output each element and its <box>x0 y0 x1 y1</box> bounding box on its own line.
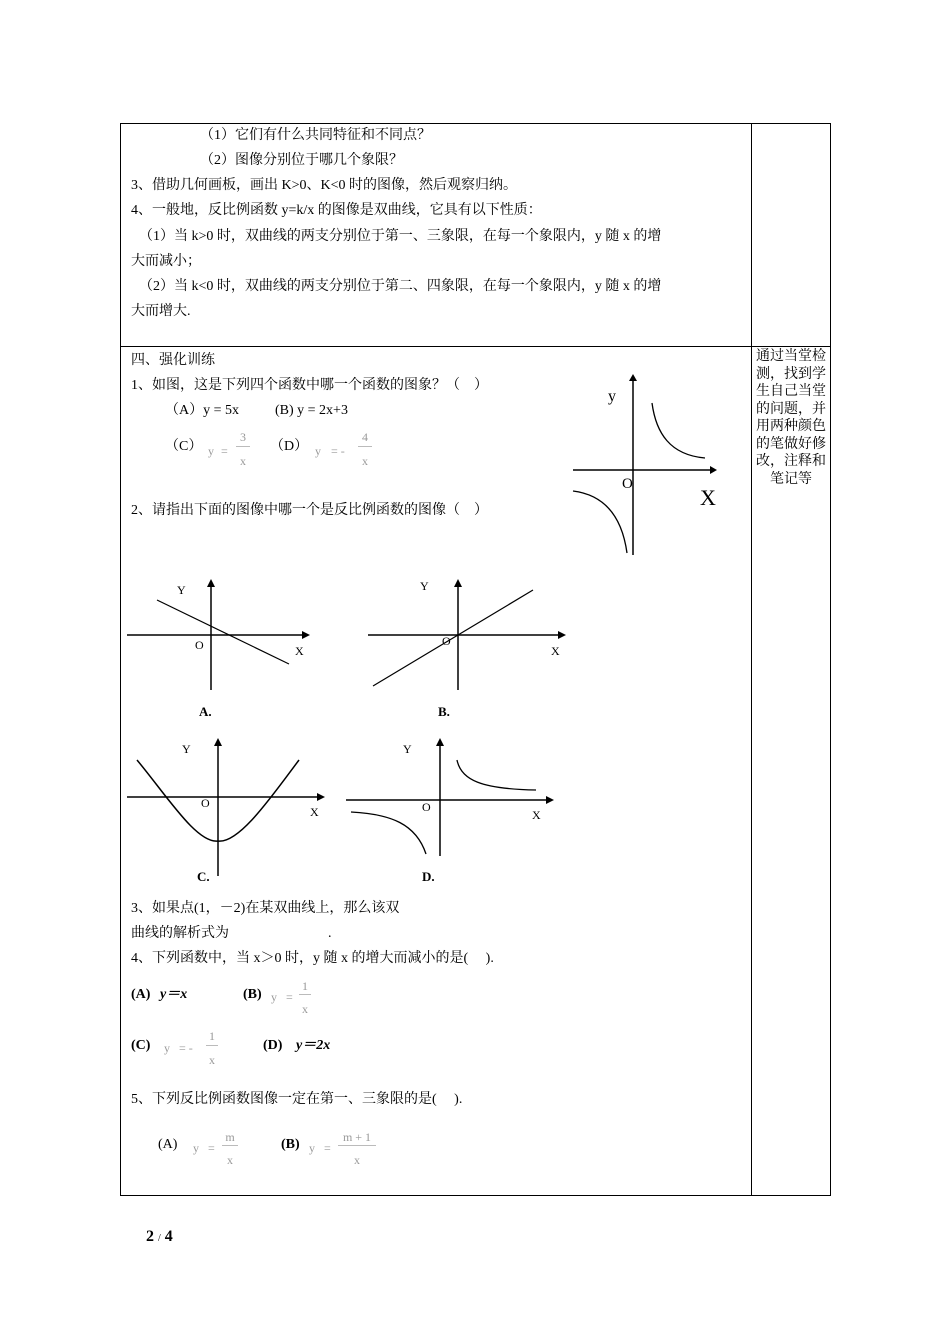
table-column-divider <box>751 123 752 1196</box>
property-2-line-1: （2）当 k<0 时，双曲线的两支分别位于第二、四象限，在每一个象限内，y 随 x 的增 <box>139 279 662 294</box>
main-origin-label: O <box>622 476 633 492</box>
problem-1-option-d: （D） <box>270 439 309 454</box>
p5-a-eq: = <box>208 1141 215 1155</box>
p5-b-eq: = <box>324 1141 331 1155</box>
p5-b-denominator: x <box>354 1153 360 1167</box>
graph-a-x-label: X <box>295 644 304 658</box>
p5-a-y: y <box>193 1141 199 1155</box>
graph-d <box>346 736 571 884</box>
p4-b-denominator: x <box>302 1002 308 1016</box>
graph-a <box>127 578 327 718</box>
graph-a-x-arrow-icon <box>302 631 310 639</box>
main-curve-q3 <box>573 491 627 553</box>
table-row-divider <box>120 346 831 347</box>
p4-c-eq: = - <box>179 1041 193 1055</box>
p4-c-denominator: x <box>209 1053 215 1067</box>
graph-c-y-label: Y <box>182 742 191 756</box>
main-x-arrow-icon <box>710 466 717 474</box>
graph-b-x-label: X <box>551 644 560 658</box>
section-title: 四、强化训练 <box>131 353 215 368</box>
property-1-line-2: 大而减小； <box>131 254 201 269</box>
graph-a-line <box>157 600 289 664</box>
p1-d-y: y <box>315 444 321 458</box>
graph-c <box>127 736 337 884</box>
graph-d-y-label: Y <box>403 742 412 756</box>
graph-d-curve-q1 <box>457 760 536 790</box>
p4-option-d-expr: y＝2x <box>296 1038 331 1053</box>
hyperbola-graph <box>570 375 730 555</box>
p1-c-numerator: 3 <box>240 430 246 444</box>
p4-c-numerator: 1 <box>209 1029 215 1043</box>
item-3: 3、借助几何画板，画出 K>0、K<0 时的图像，然后观察归纳。 <box>131 178 518 193</box>
p4-option-d-label: (D) <box>263 1038 283 1053</box>
side-note: 通过当堂检测，找到学生自己当堂的问题，并用两种颜色的笔做好修改，注释和笔记等 <box>756 349 826 487</box>
graph-c-origin: O <box>201 796 210 810</box>
graph-d-curve-q3 <box>351 812 426 854</box>
problem-1-option-c: （C） <box>165 439 203 454</box>
p4-c-fraction-bar <box>206 1045 218 1046</box>
main-y-label: y <box>608 388 616 405</box>
p1-c-denominator: x <box>240 454 246 468</box>
main-curve-q1 <box>652 403 705 458</box>
page-current: 2 <box>146 1228 154 1245</box>
p5-option-b-label: (B) <box>281 1137 300 1152</box>
property-2-line-2: 大而增大. <box>131 304 191 319</box>
graph-d-origin: O <box>422 800 431 814</box>
graph-a-origin: O <box>195 638 204 652</box>
graph-b-line <box>373 590 533 686</box>
p5-a-numerator: m <box>225 1130 235 1144</box>
graph-d-x-arrow-icon <box>546 796 554 804</box>
page-total: 4 <box>164 1228 173 1245</box>
p1-c-fraction-bar <box>236 446 250 447</box>
problem-1-option-b: (B) y = 2x+3 <box>275 403 348 418</box>
graph-d-x-label: X <box>532 808 541 822</box>
graph-c-x-label: X <box>310 805 319 819</box>
graph-b-origin: O <box>442 634 451 648</box>
p5-b-numerator: m + 1 <box>342 1130 372 1144</box>
p4-b-numerator: 1 <box>302 979 308 993</box>
p4-c-y: y <box>164 1041 170 1055</box>
p1-d-numerator: 4 <box>362 430 368 444</box>
graph-b <box>368 578 578 718</box>
p1-d-denominator: x <box>362 454 368 468</box>
problem-1-option-a: （A）y = 5x <box>165 403 240 418</box>
graph-a-y-arrow-icon <box>207 579 215 587</box>
main-y-arrow-icon <box>629 374 637 381</box>
problem-3-dot: . <box>328 926 332 941</box>
problem-4: 4、下列函数中，当 x＞0 时，y 随 x 的增大而减小的是( ). <box>131 951 494 966</box>
p5-b-fraction-bar <box>338 1145 376 1146</box>
main-x-label: X <box>700 485 716 510</box>
graph-c-caption: C. <box>197 869 210 884</box>
graph-a-y-label: Y <box>177 583 186 597</box>
property-1-line-1: （1）当 k>0 时，双曲线的两支分别位于第一、三象限，在每一个象限内，y 随 x 的增 <box>139 229 662 244</box>
p4-option-a-expr: y＝x <box>160 987 188 1002</box>
page-number <box>146 1228 173 1246</box>
p1-d-fraction-bar <box>358 446 372 447</box>
p1-d-eq: = - <box>331 444 345 458</box>
graph-b-y-label: Y <box>420 579 429 593</box>
p4-b-y: y <box>271 990 277 1004</box>
graph-b-y-arrow-icon <box>454 579 462 587</box>
p1-c-y: y <box>208 444 214 458</box>
p4-option-c-label: (C) <box>131 1038 151 1053</box>
item-4: 4、一般地，反比例函数 y=k/x 的图像是双曲线，它具有以下性质： <box>131 203 542 218</box>
page-separator: / <box>158 1233 161 1244</box>
graph-d-caption: D. <box>422 869 435 884</box>
p5-b-y: y <box>309 1141 315 1155</box>
p4-b-eq: = <box>286 990 293 1004</box>
p4-option-a-label: (A) <box>131 987 151 1002</box>
graph-d-y-arrow-icon <box>436 738 444 746</box>
p4-option-b-label: (B) <box>243 987 262 1002</box>
graph-a-caption: A. <box>199 704 212 719</box>
graph-c-y-arrow-icon <box>214 738 222 746</box>
p1-c-eq: = <box>221 444 228 458</box>
problem-5: 5、下列反比例函数图像一定在第一、三象限的是( ). <box>131 1092 463 1107</box>
p5-a-denominator: x <box>227 1153 233 1167</box>
problem-2: 2、请指出下面的图像中哪一个是反比例函数的图像（ ） <box>131 503 488 518</box>
p4-b-fraction-bar <box>299 994 311 995</box>
p5-a-fraction-bar <box>222 1145 238 1146</box>
p5-option-a-label: (A) <box>158 1137 178 1152</box>
problem-3-line-2: 曲线的解析式为 <box>131 926 229 941</box>
problem-3-line-1: 3、如果点(1，－2)在某双曲线上，那么该双 <box>131 901 400 916</box>
question-1: （1）它们有什么共同特征和不同点？ <box>200 128 431 143</box>
question-2: （2）图像分别位于哪几个象限？ <box>200 153 403 168</box>
graph-c-x-arrow-icon <box>317 793 325 801</box>
problem-1: 1、如图，这是下列四个函数中哪一个函数的图象？（ ） <box>131 378 488 393</box>
graph-b-caption: B. <box>438 704 450 719</box>
graph-b-x-arrow-icon <box>558 631 566 639</box>
